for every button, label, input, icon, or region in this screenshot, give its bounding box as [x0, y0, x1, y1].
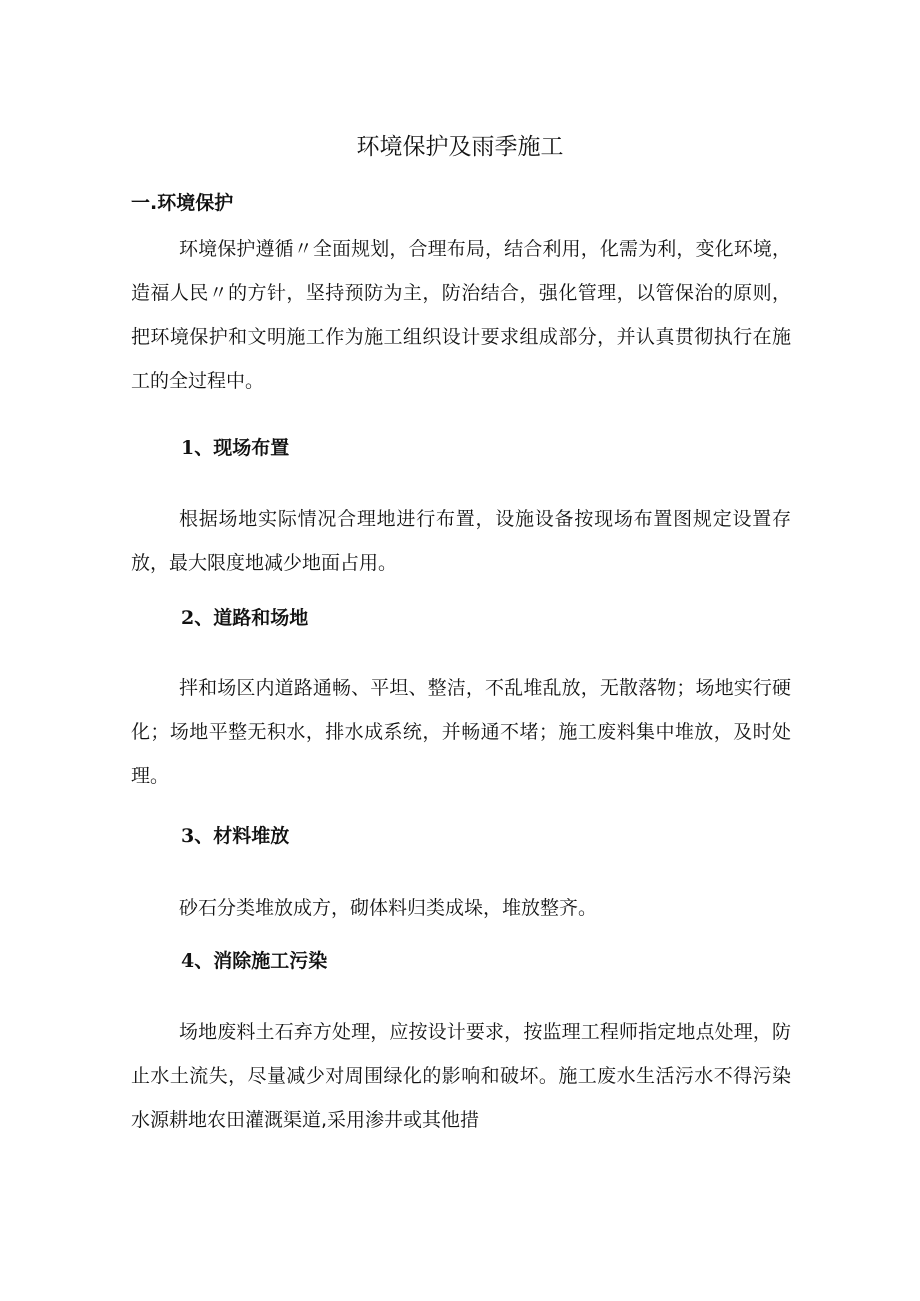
subsection-number: 4	[181, 950, 195, 972]
section-heading: 一.环境保护	[131, 192, 234, 214]
subsection-title: 材料堆放	[213, 825, 290, 847]
subsection-separator: 、	[194, 825, 214, 847]
subsection-body-1: 根据场地实际情况合理地进行布置，设施设备按现场布置图规定设置存放，最大限度地减少地面占用。	[131, 508, 791, 574]
document-title: 环境保护及雨季施工	[356, 134, 564, 160]
subsection-heading-3	[181, 821, 289, 851]
subsection-separator: 、	[194, 437, 214, 459]
subsection-body-2: 拌和场区内道路通畅、平坦、整洁，不乱堆乱放，无散落物；场地实行硬化；场地平整无积水，排水成系统，并畅通不堵；施工废料集中堆放，及时处理。	[131, 677, 791, 787]
subsection-number: 1	[181, 437, 195, 459]
subsection-number: 2	[181, 607, 195, 629]
subsection-heading-4	[181, 946, 327, 976]
subsection-heading-2	[181, 603, 308, 633]
subsection-body-3: 砂石分类堆放成方，砌体料归类成垛，堆放整齐。	[179, 897, 598, 919]
subsection-body-4: 场地废料土石弃方处理，应按设计要求，按监理工程师指定地点处理，防止水土流失，尽量减少对周围绿化的影响和破坏。施工废水生活污水不得污染水源耕地农田灌溉渠道,采用渗井或其他措	[131, 1021, 791, 1131]
subsection-number: 3	[181, 825, 195, 847]
subsection-title: 道路和场地	[213, 607, 309, 629]
subsection-separator: 、	[194, 607, 214, 629]
subsection-title: 消除施工污染	[213, 950, 328, 972]
subsection-heading-1	[181, 433, 289, 463]
subsection-separator: 、	[194, 950, 214, 972]
section-intro-paragraph: 环境保护遵循〃全面规划，合理布局，结合利用，化需为利，变化环境，造福人民〃的方针，坚持预防为主，防治结合，强化管理，以管保治的原则，把环境保护和文明施工作为施工组织设计要求组成部分，并认真贯彻执行在施工的全过程中。	[131, 238, 791, 392]
subsection-title: 现场布置	[213, 437, 290, 459]
